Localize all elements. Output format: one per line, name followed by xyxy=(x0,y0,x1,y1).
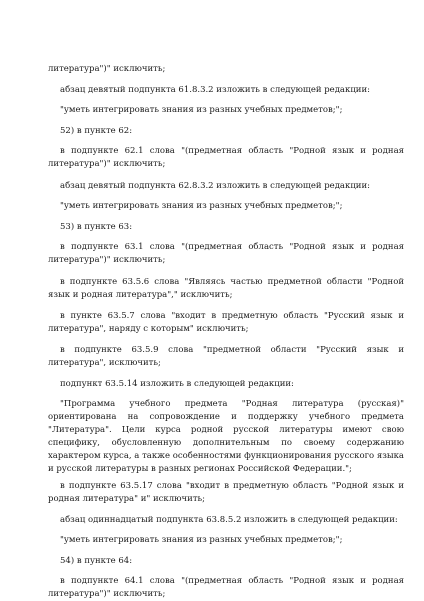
paragraph-17: 54) в пункте 64: xyxy=(60,556,133,566)
paragraph-3: 52) в пункте 62: xyxy=(60,126,133,136)
paragraph-11: в подпункте 63.5.9 слова "предметной области "Русский язык и литература", исключить; xyxy=(48,345,404,368)
paragraph-14: в подпункте 63.5.17 слова "входит в предметную область "Родной язык и родная литература" и" исключить; xyxy=(48,481,404,504)
paragraph-5: абзац девятый подпункта 62.8.3.2 изложить в следующей редакции: xyxy=(60,181,370,191)
paragraph-8: в подпункте 63.1 слова "(предметная область "Родной язык и родная литература")" исключить; xyxy=(48,242,404,265)
paragraph-16: "уметь интегрировать знания из разных учебных предметов;"; xyxy=(60,535,343,545)
paragraph-2: "уметь интегрировать знания из разных учебных предметов;"; xyxy=(60,105,343,115)
paragraph-9: в подпункте 63.5.6 слова "Являясь частью предметной области "Родной язык и родная литература"," исключить; xyxy=(48,277,404,300)
paragraph-6: "уметь интегрировать знания из разных учебных предметов;"; xyxy=(60,201,343,211)
paragraph-0: литература")" исключить; xyxy=(48,64,166,74)
paragraph-18: в подпункте 64.1 слова "(предметная область "Родной язык и родная литература")" исключить; xyxy=(48,576,404,599)
paragraph-1: абзац девятый подпункта 61.8.3.2 изложить в следующей редакции: xyxy=(60,85,370,95)
paragraph-10: в пункте 63.5.7 слова "входит в предметную область "Русский язык и литература", наряду с которым" исключить; xyxy=(48,311,404,334)
paragraph-12: подпункт 63.5.14 изложить в следующей редакции: xyxy=(60,379,294,389)
paragraph-4: в подпункте 62.1 слова "(предметная область "Родной язык и родная литература")" исключить; xyxy=(48,146,404,169)
paragraph-7: 53) в пункте 63: xyxy=(60,222,133,232)
paragraph-13: "Программа учебного предмета "Родная литература (русская)" ориентирована на сопровождение и поддержку учебного предмета "Литература". Цели курса родной русской литературы имеют свою специфику, обусловленную дополнительным по своему содержанию характером курса, а также особенностями функционирования русского языка и русской литературы в разных регионах Российской Федерации."; xyxy=(48,399,404,474)
paragraph-15: абзац одиннадцатый подпункта 63.8.5.2 изложить в следующей редакции: xyxy=(60,515,398,525)
